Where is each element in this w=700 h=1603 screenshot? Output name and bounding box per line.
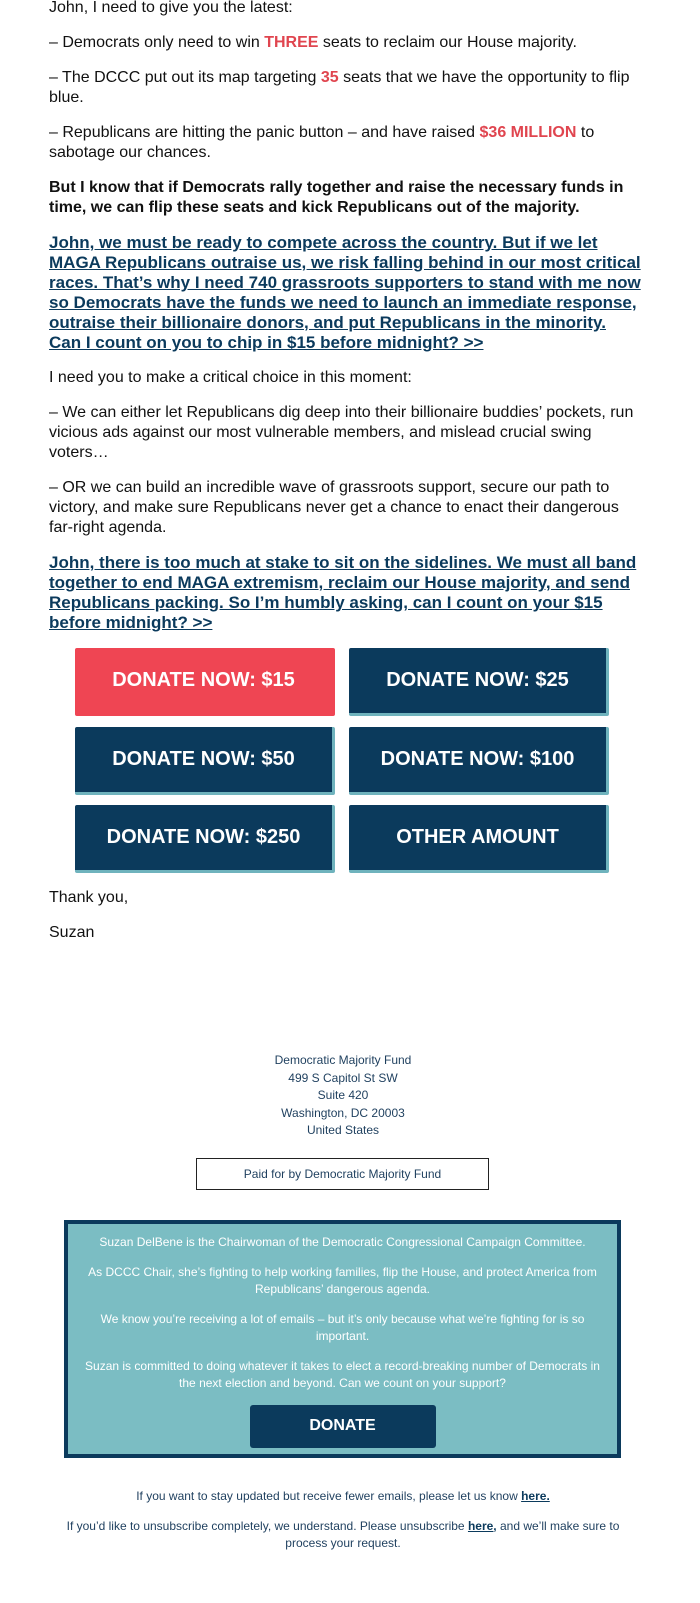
info-dccc-chair-text: As DCCC Chair, she’s fighting to help working families, flip the House, and protect America from Republicans’ dangerous agenda. <box>88 1264 597 1296</box>
paid-for-disclaimer: Paid for by Democratic Majority Fund <box>196 1158 489 1190</box>
critical-choice-text: I need you to make a critical choice in this moment: <box>49 369 412 386</box>
choice-republicans-text: – We can either let Republicans dig deep into their billionaire buddies’ pockets, run vicious ads against our most vulnerable members, and mislead crucial swing voters… <box>49 404 634 461</box>
info-donate-button[interactable]: DONATE <box>250 1405 436 1448</box>
fewer-emails-text: If you want to stay updated but receive fewer emails, please let us know <box>136 1489 522 1503</box>
highlight-three: THREE <box>264 34 319 51</box>
bullet-text: – The DCCC put out its map targeting <box>49 69 321 86</box>
bullet-text: – Democrats only need to win <box>49 34 265 51</box>
donate-25-button[interactable]: DONATE NOW: $25 <box>349 648 609 716</box>
highlight-36-million: $36 MILLION <box>479 124 577 141</box>
intro-text: John, I need to give you the latest: <box>49 0 293 16</box>
fewer-emails-link[interactable]: here. <box>521 1489 550 1503</box>
letter-column <box>49 0 641 633</box>
donate-50-button[interactable]: DONATE NOW: $50 <box>75 727 335 795</box>
bullet-text: seats to reclaim our House majority. <box>318 34 577 51</box>
info-chairwoman-text: Suzan DelBene is the Chairwoman of the Democratic Congressional Campaign Committee. <box>99 1235 586 1249</box>
bullet-dccc-map <box>49 68 641 108</box>
bullet-text: seats that we have the opportunity to flip blue. <box>49 69 630 106</box>
street-line: 499 S Capitol St SW <box>288 1070 398 1085</box>
country-line: United States <box>306 1123 380 1137</box>
suite-line: Suite 420 <box>317 1088 369 1102</box>
bullet-three-seats <box>49 33 641 53</box>
info-committed-text: Suzan is committed to doing whatever it takes to elect a record-breaking number of Democrats in the next election and beyond. Can we count on your support? <box>85 1358 600 1390</box>
signature-name: Suzan <box>49 924 95 941</box>
signoff <box>49 888 700 943</box>
donate-link-740-supporters[interactable]: John, we must be ready to compete across the country. But if we let MAGA Republicans outraise us, we risk falling behind in our most critical races. That’s why I need 740 grassroots supporters to stand with me now so Democrats have the funds we need to launch an immediate response, outraise their billionaire donors, and put Republicans in the minority. Can I count on you to chip in $15 before midnight? >> <box>49 233 641 352</box>
donate-250-button[interactable]: DONATE NOW: $250 <box>75 805 335 873</box>
thanks-text: Thank you, <box>49 889 129 906</box>
unsubscribe-note <box>0 1518 686 1553</box>
info-emails-text: We know you’re receiving a lot of emails – but it’s only because what we’re fighting for is so important. <box>100 1311 585 1343</box>
footer-address <box>0 1052 686 1140</box>
choice-grassroots-text: – OR we can build an incredible wave of grassroots support, secure our path to victory, and make sure Republicans never get a chance to enact their dangerous far-right agenda. <box>49 479 619 536</box>
highlight-35: 35 <box>320 69 339 86</box>
city-line: Washington, DC 20003 <box>281 1105 405 1120</box>
email-preferences <box>0 1488 686 1565</box>
donate-100-button[interactable]: DONATE NOW: $100 <box>349 727 609 795</box>
unsubscribe-text: If you’d like to unsubscribe completely, we understand. Please unsubscribe <box>66 1518 468 1533</box>
bullet-text: – Republicans are hitting the panic button – and have raised <box>49 124 480 141</box>
chair-info-box <box>64 1220 621 1458</box>
rally-together-text: But I know that if Democrats rally together and raise the necessary funds in time, we can flip these seats and kick Republicans out of the majority. <box>49 179 624 216</box>
donate-link-sidelines[interactable]: John, there is too much at stake to sit on the sidelines. We must all band together to end MAGA extremism, reclaim our House majority, and send Republicans packing. So I’m humbly asking, can I count on your $15 before midnight? >> <box>49 553 637 632</box>
other-amount-button[interactable]: OTHER AMOUNT <box>349 805 609 873</box>
bullet-text: to sabotage our chances. <box>49 124 595 161</box>
donate-button-grid <box>0 648 700 888</box>
org-name: Democratic Majority Fund <box>274 1053 412 1067</box>
bullet-republicans-raised <box>49 123 641 163</box>
unsubscribe-link[interactable]: here, <box>467 1518 497 1533</box>
donate-15-button[interactable]: DONATE NOW: $15 <box>75 648 335 716</box>
fewer-emails-note <box>0 1488 686 1506</box>
unsubscribe-text-end: and we’ll make sure to process your request. <box>285 1518 620 1550</box>
